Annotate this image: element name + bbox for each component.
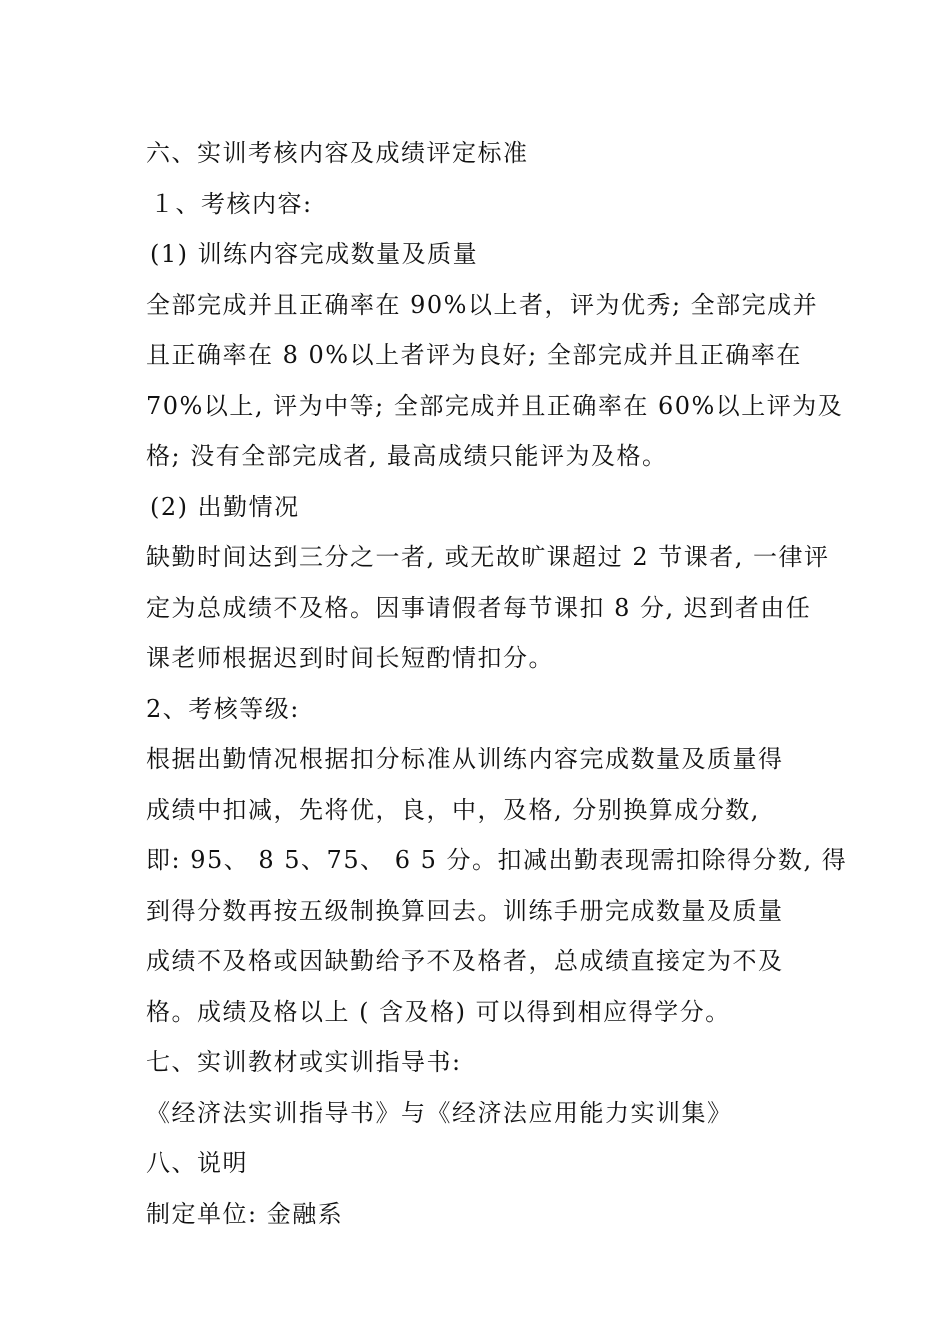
paragraph-line: 70%以上, 评为中等; 全部完成并且正确率在 60%以上评为及 xyxy=(146,391,844,420)
paragraph-line: 缺勤时间达到三分之一者, 或无故旷课超过 2 节课者, 一律评 xyxy=(146,543,830,571)
paragraph-line: 成绩中扣减，先将优，良，中，及格, 分别换算成分数, xyxy=(146,795,760,824)
paragraph-line: 课老师根据迟到时间长短酌情扣分。 xyxy=(146,644,554,672)
paragraph-line: 且正确率在 8 0%以上者评为良好; 全部完成并且正确率在 xyxy=(146,341,802,369)
item-attendance: (2) 出勤情况 xyxy=(150,492,300,521)
section-heading-8: 八、说明 xyxy=(146,1149,248,1177)
paragraph-line: 定为总成绩不及格。因事请假者每节课扣 8 分, 迟到者由任 xyxy=(146,593,812,622)
paragraph-line: 到得分数再按五级制换算回去。训练手册完成数量及质量 xyxy=(146,896,784,925)
subheading-assessment-grade: 2、考核等级: xyxy=(146,694,300,723)
paragraph-line: 全部完成并且正确率在 90%以上者，评为优秀; 全部完成并 xyxy=(146,290,819,319)
paragraph-line: 成绩不及格或因缺勤给予不及格者，总成绩直接定为不及 xyxy=(146,947,784,975)
paragraph-line: 格; 没有全部完成者, 最高成绩只能评为及格。 xyxy=(146,442,668,470)
paragraph-line: 格。成绩及格以上 ( 含及格) 可以得到相应得学分。 xyxy=(146,997,731,1026)
subheading-assessment-content: １、考核内容: xyxy=(150,189,313,218)
issuing-unit: 制定单位: 金融系 xyxy=(146,1199,344,1228)
paragraph-line: 即: 95、 8 5、75、 6 5 分。扣减出勤表现需扣除得分数, 得 xyxy=(146,846,848,874)
item-training-content: (1) 训练内容完成数量及质量 xyxy=(150,240,479,268)
paragraph-line: 根据出勤情况根据扣分标准从训练内容完成数量及质量得 xyxy=(146,745,784,773)
textbook-titles: 《经济法实训指导书》与《经济法应用能力实训集》 xyxy=(146,1098,733,1127)
document-body xyxy=(146,128,848,1239)
section-heading-7: 七、实训教材或实训指导书: xyxy=(146,1048,462,1076)
section-heading-6: 六、实训考核内容及成绩评定标准 xyxy=(146,139,529,167)
